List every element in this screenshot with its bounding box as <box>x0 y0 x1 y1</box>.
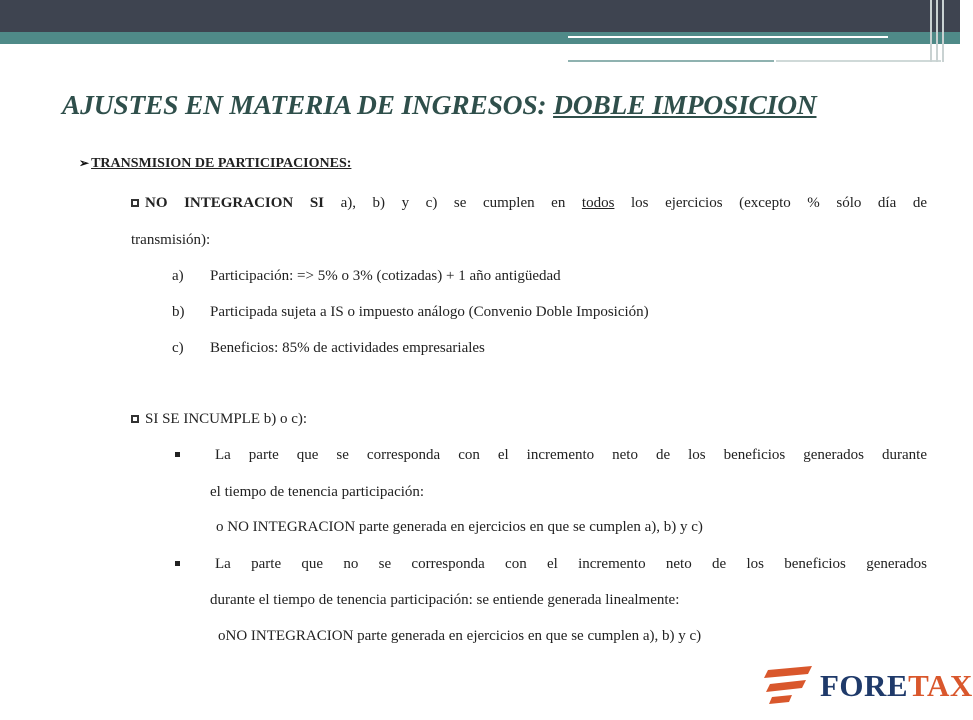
header-white-rule <box>568 36 888 38</box>
header-dark-bar <box>0 0 960 32</box>
list-item-mark: a) <box>172 268 184 284</box>
block1-heading-rest2: los ejercicios (excepto % sólo día de <box>614 195 927 211</box>
arrow-bullet-icon: ➢ <box>79 156 90 170</box>
header-vertical-lines <box>930 0 948 62</box>
title-underlined: DOBLE IMPOSICION <box>553 89 817 120</box>
section-heading <box>79 156 351 172</box>
list-item <box>172 266 561 286</box>
block1-heading-line2: transmisión): <box>131 232 211 248</box>
block1-heading-rest1: a), b) y c) se cumplen en <box>324 195 582 211</box>
foretax-logo-text <box>820 668 973 704</box>
list-item-text: Participación: => 5% o 3% (cotizadas) + 1 año antigüedad <box>210 268 561 284</box>
sub-item-1: o NO INTEGRACION parte generada en ejercicios en que se cumplen a), b) y c) <box>216 519 703 535</box>
header-thin-rule-2 <box>776 60 941 62</box>
list-item-mark: b) <box>172 304 185 320</box>
list-item-text: Participada sujeta a IS o impuesto análogo (Convenio Doble Imposición) <box>210 304 649 320</box>
block2-heading-text: SI SE INCUMPLE b) o c): <box>145 411 308 427</box>
square-bullet-icon <box>175 561 180 566</box>
section-label: TRANSMISION DE PARTICIPACIONES: <box>91 156 352 171</box>
list-item-mark: c) <box>172 340 184 356</box>
logo-text-part1: FORE <box>820 668 909 703</box>
block2-heading <box>131 409 307 429</box>
checkbox-bullet-icon <box>131 415 139 423</box>
checkbox-bullet-icon <box>131 199 139 207</box>
bullet1-line2: el tiempo de tenencia participación: <box>210 484 425 500</box>
list-item-text: Beneficios: 85% de actividades empresariales <box>210 340 485 356</box>
bullet2-line2: durante el tiempo de tenencia participación: se entiende generada linealmente: <box>210 592 680 608</box>
block1-heading-underlined: todos <box>581 195 615 211</box>
block1-heading-line1 <box>131 193 927 213</box>
block1-heading-bold: NO INTEGRACION SI <box>145 195 324 211</box>
foretax-logo-icon <box>762 664 822 704</box>
logo-text-part2: TAX <box>908 668 973 703</box>
bullet1-line1: La parte que se corresponda con el incremento neto de los beneficios generados durante <box>215 447 927 463</box>
list-item <box>172 338 485 358</box>
header-thin-rule <box>568 60 774 62</box>
title-prefix: AJUSTES EN MATERIA DE INGRESOS: <box>62 89 554 120</box>
square-bullet-icon <box>175 452 180 457</box>
slide-title <box>62 89 817 121</box>
bullet2-line1: La parte que no se corresponda con el incremento neto de los beneficios generados <box>215 556 927 572</box>
sub-item-2: oNO INTEGRACION parte generada en ejercicios en que se cumplen a), b) y c) <box>218 628 702 644</box>
list-item <box>172 302 649 322</box>
header-teal-bar <box>0 32 960 44</box>
